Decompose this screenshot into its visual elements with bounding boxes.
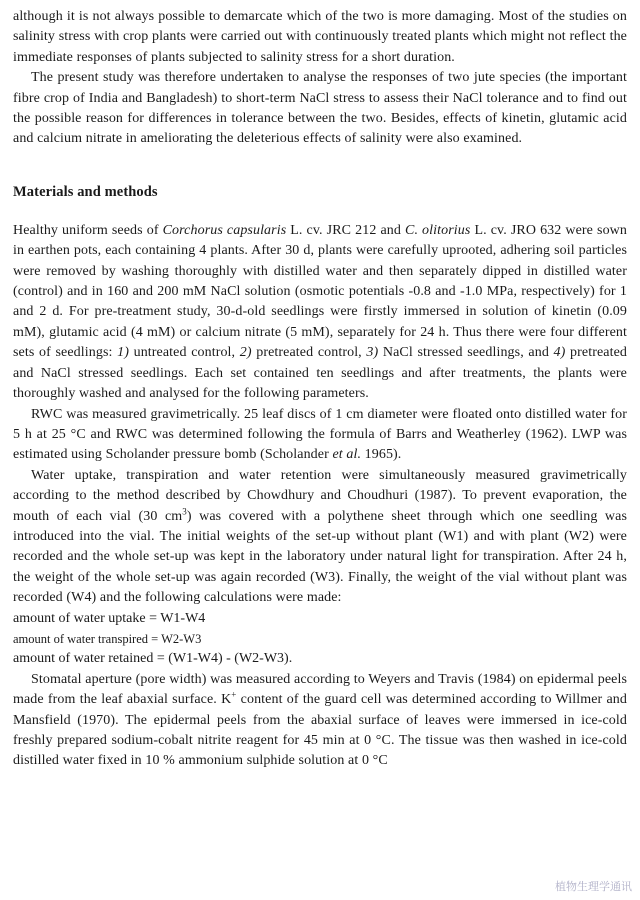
superscript: + xyxy=(231,689,237,700)
page-body xyxy=(13,7,627,772)
methods-paragraph-3 xyxy=(13,466,627,609)
text-run: Stomatal aperture (pore width) was measured according to Weyers and Travis (1984) on epidermal peels made from the leaf abaxial surface. K xyxy=(13,671,627,708)
species-name: Corchorus capsularis xyxy=(162,222,287,238)
section-gap xyxy=(13,201,627,221)
list-number: 2) xyxy=(239,345,252,361)
equation-water-uptake: amount of water uptake = W1-W4 xyxy=(13,610,206,626)
list-number: 1) xyxy=(117,345,129,361)
text-run: Water uptake, transpiration and water retention were simultaneously measured gravimetrically according to the method described by Chowdhury and Choudhuri (1987). To prevent evaporation, the mouth of each vial (30 cm xyxy=(13,467,627,524)
methods-paragraph-1 xyxy=(13,221,627,405)
section-gap xyxy=(13,150,627,184)
text-run: Healthy uniform seeds of xyxy=(13,222,163,238)
text-run: ) was covered with a polythene sheet through which one seedling was introduced into the vial. The initial weights of the set-up without plant (W1) and with plant (W2) were recorded and the whole set-up was kept in the laboratory under natural light for transpiration. After 24 h, the weight of the whole set-up was again recorded (W3). Finally, the weight of the vial without plant was recorded (W4) and the following calculations were made: xyxy=(13,508,628,606)
citation-etal: et al. xyxy=(332,447,362,463)
text-run: 1965). xyxy=(361,447,402,463)
text-run: pretreated control, xyxy=(251,345,367,361)
equation-water-retained: amount of water retained = (W1-W4) - (W2-W3). xyxy=(13,651,293,667)
text-run: untreated control, xyxy=(128,345,240,361)
text-run: NaCl stressed seedlings, and xyxy=(378,345,554,361)
list-number: 4) xyxy=(553,345,566,361)
text-run: L. cv. JRC 212 and xyxy=(286,222,405,238)
text-run: content of the guard cell was determined according to Willmer and Mansfield (1970). The epidermal peels from the abaxial surface of leaves were immersed in ice-cold freshly prepared sodium-cobalt nitrite reagent for 45 min at 0 °C. The tissue was then washed in ice-cold distilled water fixed in 10 % ammonium sulphide solution at 0 °C xyxy=(13,692,627,769)
equation-water-transpired: amount of water transpired = W2-W3 xyxy=(13,631,202,646)
text-run: L. cv. JRO 632 were sown in earthen pots, each containing 4 plants. After 30 d, plants were carefully uprooted, adhering soil particles were removed by washing thoroughly with distilled water and then separately dipped in distilled water (control) and in 160 and 200 mM NaCl solution (osmotic potentials -0.8 and -1.0 MPa, respectively) for 1 and 2 d. For pre-treatment study, 30-d-old seedlings were firstly immersed in solution of kinetin (0.09 mM), glutamic acid (4 mM) or calcium nitrate (5 mM), separately for 24 h. Thus there were four different sets of seedlings: xyxy=(13,222,627,361)
text-run: RWC was measured gravimetrically. 25 leaf discs of 1 cm diameter were floated onto distilled water for 5 h at 25 °C and RWC was determined following the formula of Barrs and Weatherley (1962). LWP was estimated using Scholander pressure bomb (Scholander xyxy=(13,406,627,463)
watermark: 植物生理学通讯 xyxy=(555,880,632,893)
methods-paragraph-4 xyxy=(13,670,627,772)
intro-paragraph-2: The present study was therefore undertaken to analyse the responses of two jute species (the important fibre crop of India and Bangladesh) to short-term NaCl stress to assess their NaCl tolerance and to find out the possible reason for differences in tolerance between the two. Besides, effects of kinetin, glutamic acid and calcium nitrate in ameliorating the deleterious effects of salinity were also examined. xyxy=(13,70,627,147)
text-run: pretreated and NaCl stressed seedlings. Each set contained ten seedlings and after treatments, the plants were thoroughly washed and analysed for the following parameters. xyxy=(13,345,627,402)
superscript: 3 xyxy=(182,505,187,516)
list-number: 3) xyxy=(366,345,379,361)
intro-paragraph-1: although it is not always possible to demarcate which of the two is more damaging. Most of the studies on salinity stress with crop plants were carried out with continuously treated plants which might not reflect the immediate responses of plants subjected to salinity stress for a short duration. xyxy=(13,9,627,65)
species-name: C. olitorius xyxy=(405,222,471,238)
section-heading-methods: Materials and methods xyxy=(13,183,158,200)
methods-paragraph-2 xyxy=(13,405,627,466)
